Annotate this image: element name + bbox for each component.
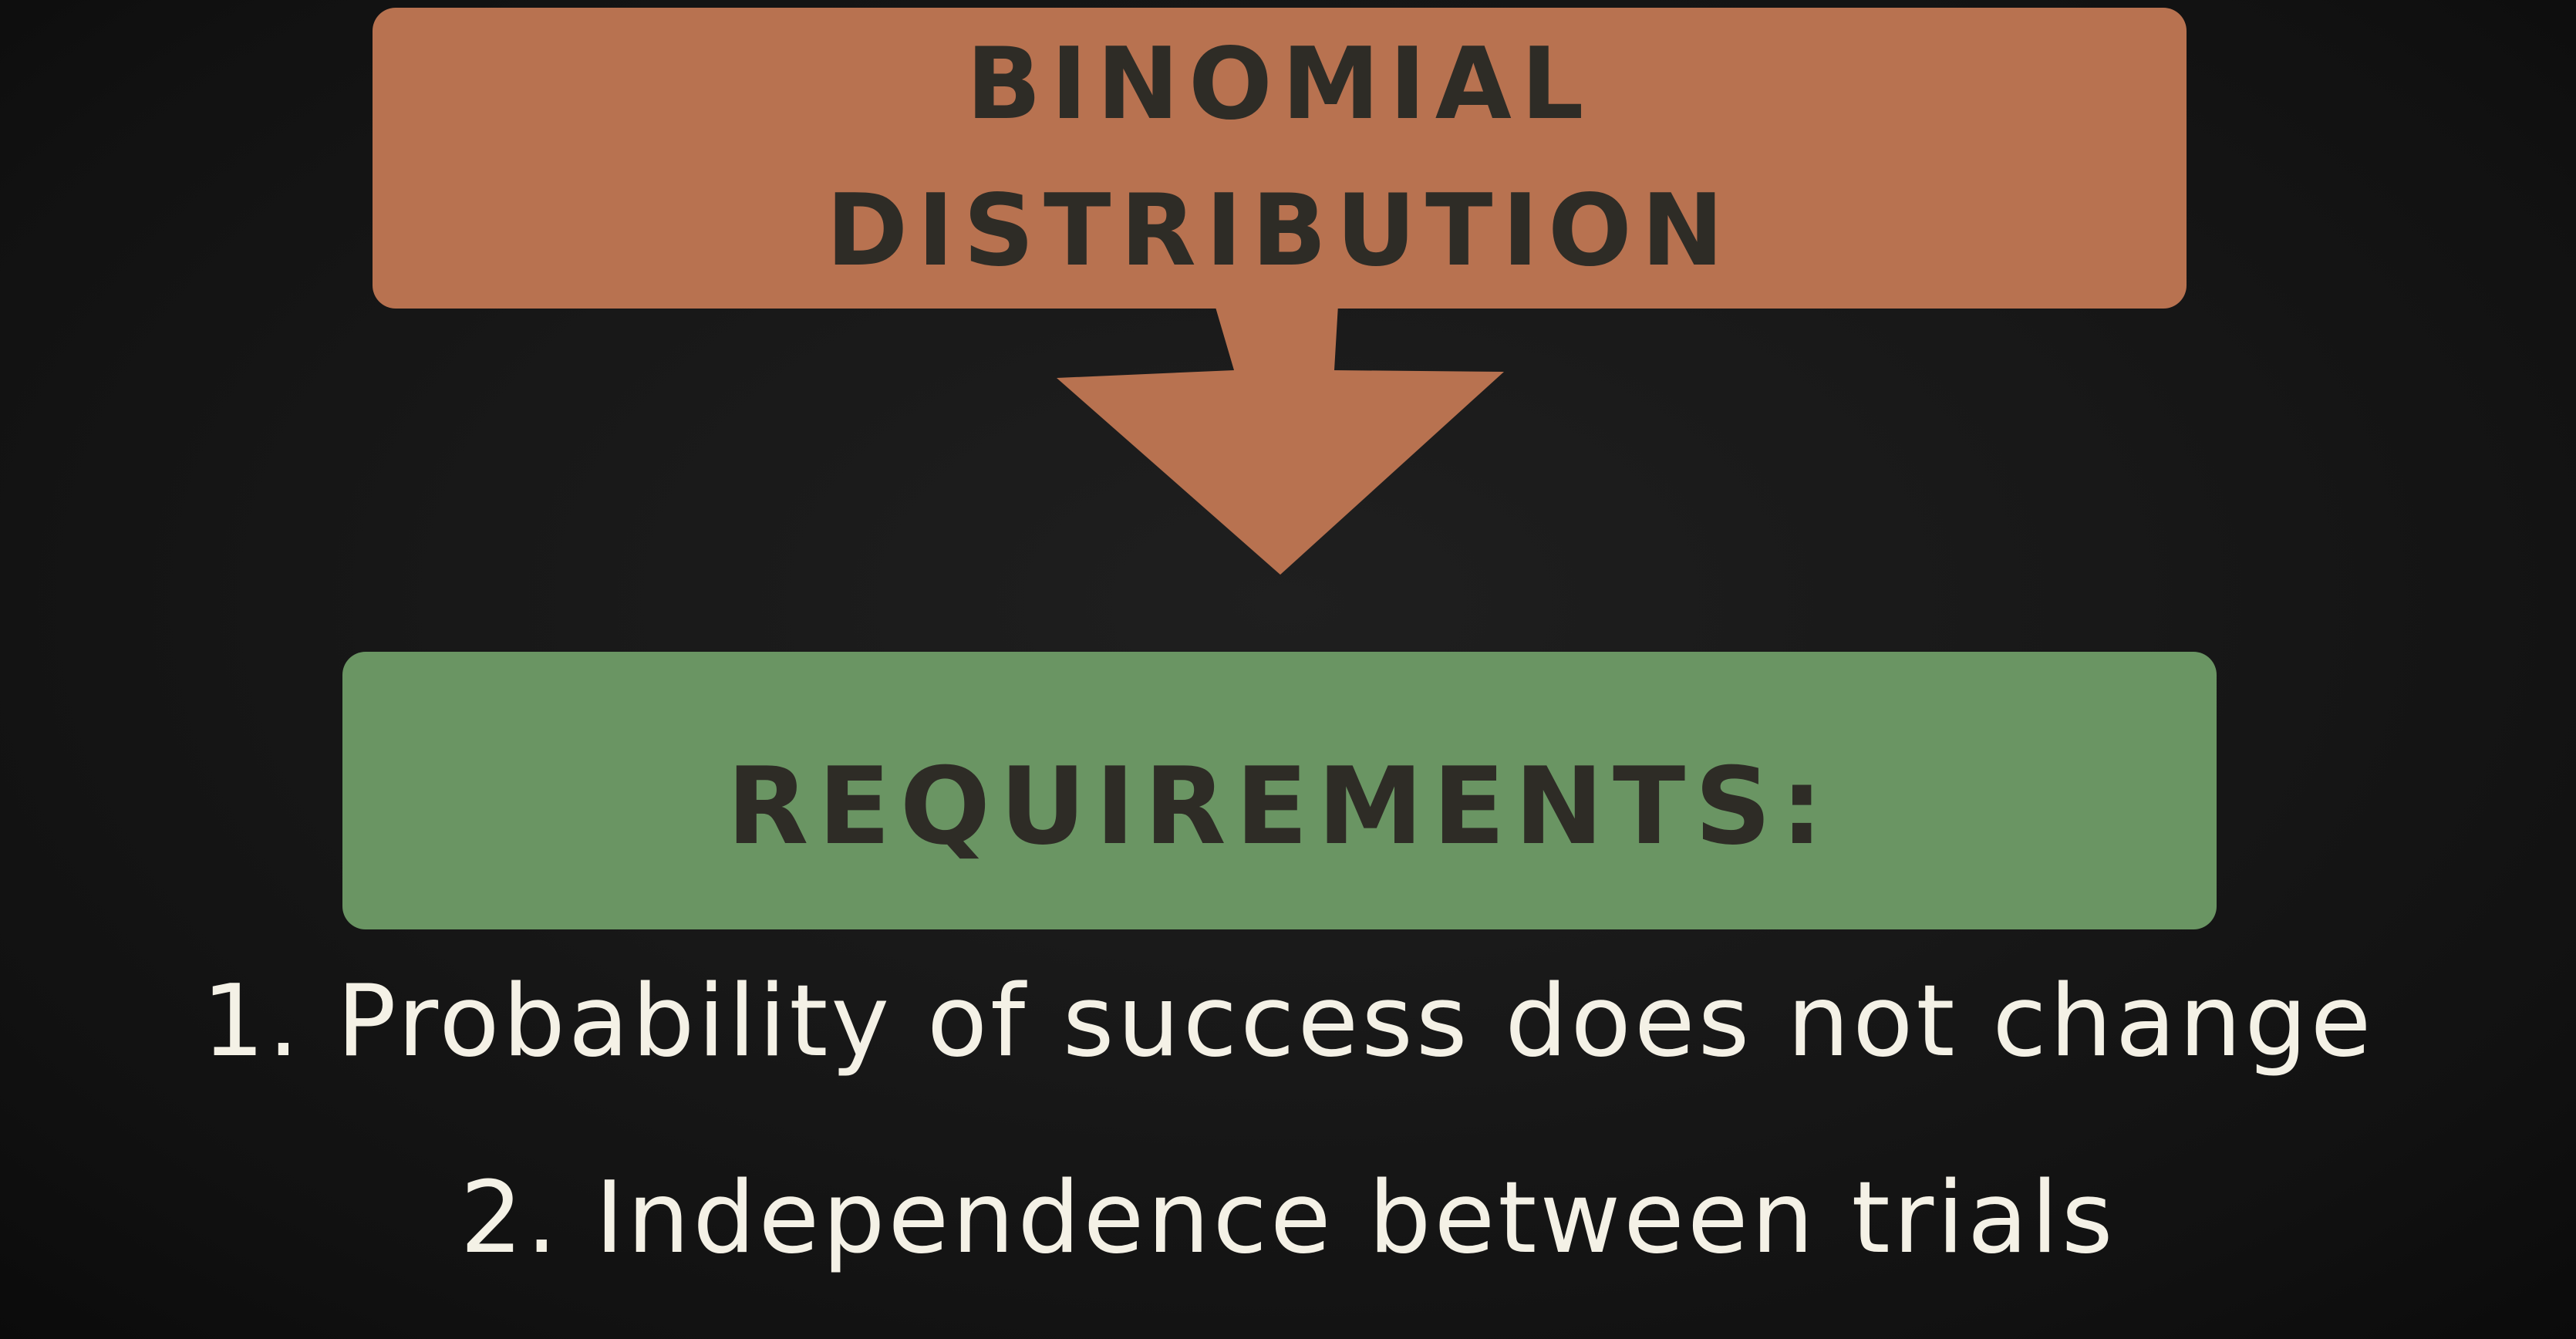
requirement-item-1: 1. Probability of success does not change <box>201 964 2375 1079</box>
title-line-1: BINOMIAL <box>966 27 1593 142</box>
requirements-label: REQUIREMENTS: <box>727 744 1833 868</box>
requirements-box <box>342 652 2217 929</box>
arrow-shape <box>1057 305 1504 575</box>
binomial-distribution-box <box>373 8 2187 309</box>
title-line-2: DISTRIBUTION <box>826 174 1733 288</box>
requirement-item-2: 2. Independence between trials <box>460 1161 2116 1276</box>
